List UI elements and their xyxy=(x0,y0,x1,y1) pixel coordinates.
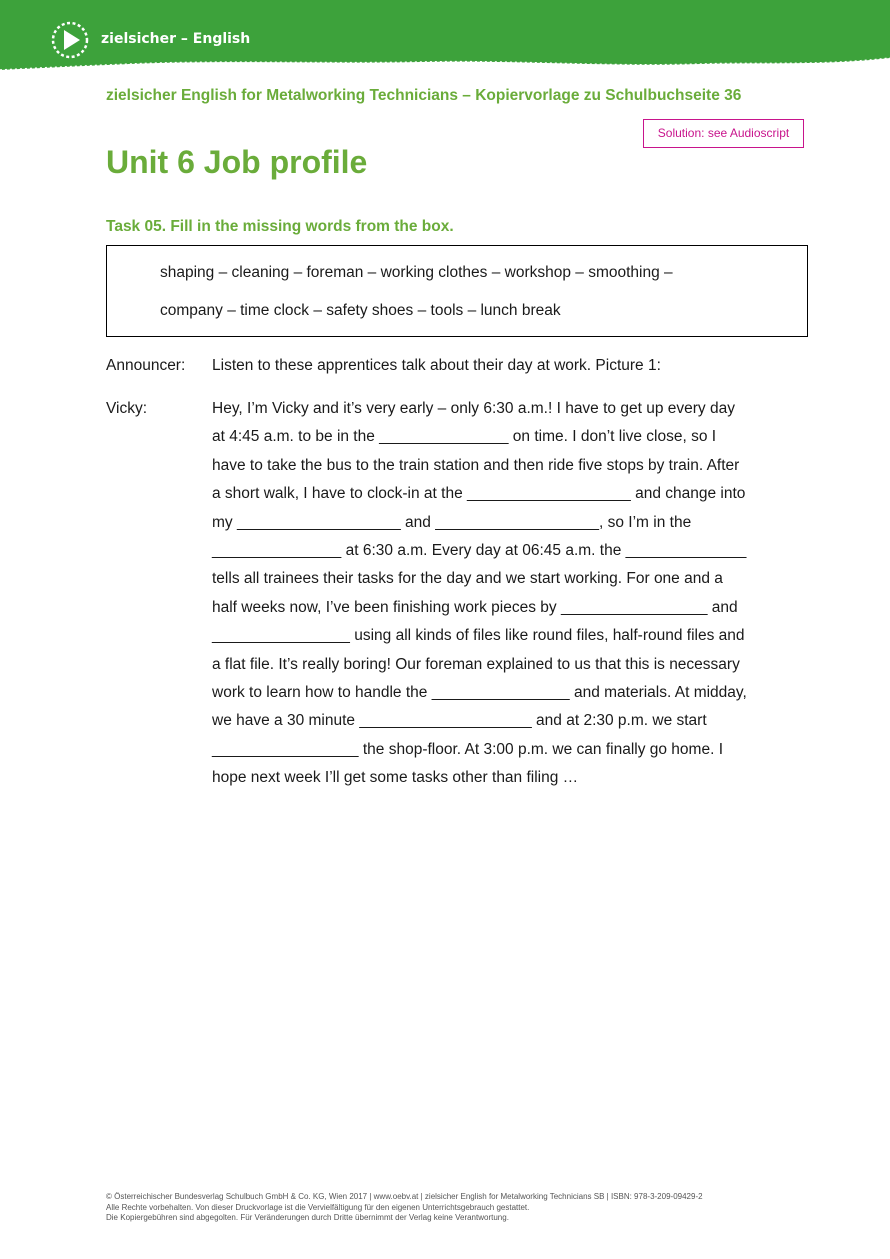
vicky-text xyxy=(212,395,747,792)
word-box xyxy=(106,245,808,337)
solution-note: Solution: see Audioscript xyxy=(643,119,804,148)
word-box-line: company – time clock – safety shoes – tools – lunch break xyxy=(160,302,561,319)
text-line: half weeks now, I’ve been finishing work pieces by _________________ and xyxy=(212,598,738,616)
speaker-announcer: Announcer: xyxy=(106,357,186,374)
announcer-text xyxy=(212,352,661,380)
copyright-footer xyxy=(106,1192,703,1224)
text-line: work to learn how to handle the ________________ and materials. At midday, xyxy=(212,683,747,701)
text-line: _______________ at 6:30 a.m. Every day at 06:45 a.m. the ______________ xyxy=(212,541,747,559)
brand-name: zielsicher – English xyxy=(101,31,251,47)
task-heading: Task 05. Fill in the missing words from the box. xyxy=(106,218,454,235)
text-line: a short walk, I have to clock-in at the ___________________ and change into xyxy=(212,485,746,503)
text-line: a flat file. It’s really boring! Our foreman explained to us that this is necessary xyxy=(212,655,740,673)
header-banner xyxy=(0,0,890,80)
text-line: my ___________________ and ___________________, so I’m in the xyxy=(212,513,692,531)
play-circle-icon xyxy=(50,20,90,60)
text-line: have to take the bus to the train station and then ride five stops by train. After xyxy=(212,456,740,474)
speaker-vicky: Vicky: xyxy=(106,400,148,417)
text-line: Listen to these apprentices talk about their day at work. Picture 1: xyxy=(212,357,661,374)
text-line: we have a 30 minute ____________________ and at 2:30 p.m. we start xyxy=(212,712,707,730)
text-line: ________________ using all kinds of files like round files, half-round files and xyxy=(212,627,745,645)
text-line: at 4:45 a.m. to be in the _______________ on time. I don’t live close, so I xyxy=(212,428,717,446)
text-line: _________________ the shop-floor. At 3:00 p.m. we can finally go home. I xyxy=(212,740,724,758)
footer-line: Alle Rechte vorbehalten. Von dieser Druckvorlage ist die Vervielfältigung für den eigenen Unterrichtsgebrauch gestattet. xyxy=(106,1202,530,1212)
page-title: Unit 6 Job profile xyxy=(106,144,368,180)
word-box-line: shaping – cleaning – foreman – working clothes – workshop – smoothing – xyxy=(160,264,673,281)
text-line: Hey, I’m Vicky and it’s very early – only 6:30 a.m.! I have to get up every day xyxy=(212,400,735,417)
text-line: hope next week I’ll get some tasks other than filing … xyxy=(212,769,579,787)
footer-line: © Österreichischer Bundesverlag Schulbuch GmbH & Co. KG, Wien 2017 | www.oebv.at | zielsicher English for Metalworking Technicians SB | ISBN: 978-3-209-09429-2 xyxy=(106,1192,703,1201)
text-line: tells all trainees their tasks for the day and we start working. For one and a xyxy=(212,570,723,588)
page-subtitle: zielsicher English for Metalworking Technicians – Kopiervorlage zu Schulbuchseite 36 xyxy=(106,87,742,104)
footer-line: Die Kopiergebühren sind abgegolten. Für Veränderungen durch Dritte übernimmt der Verlag keine Verantwortung. xyxy=(106,1213,509,1222)
